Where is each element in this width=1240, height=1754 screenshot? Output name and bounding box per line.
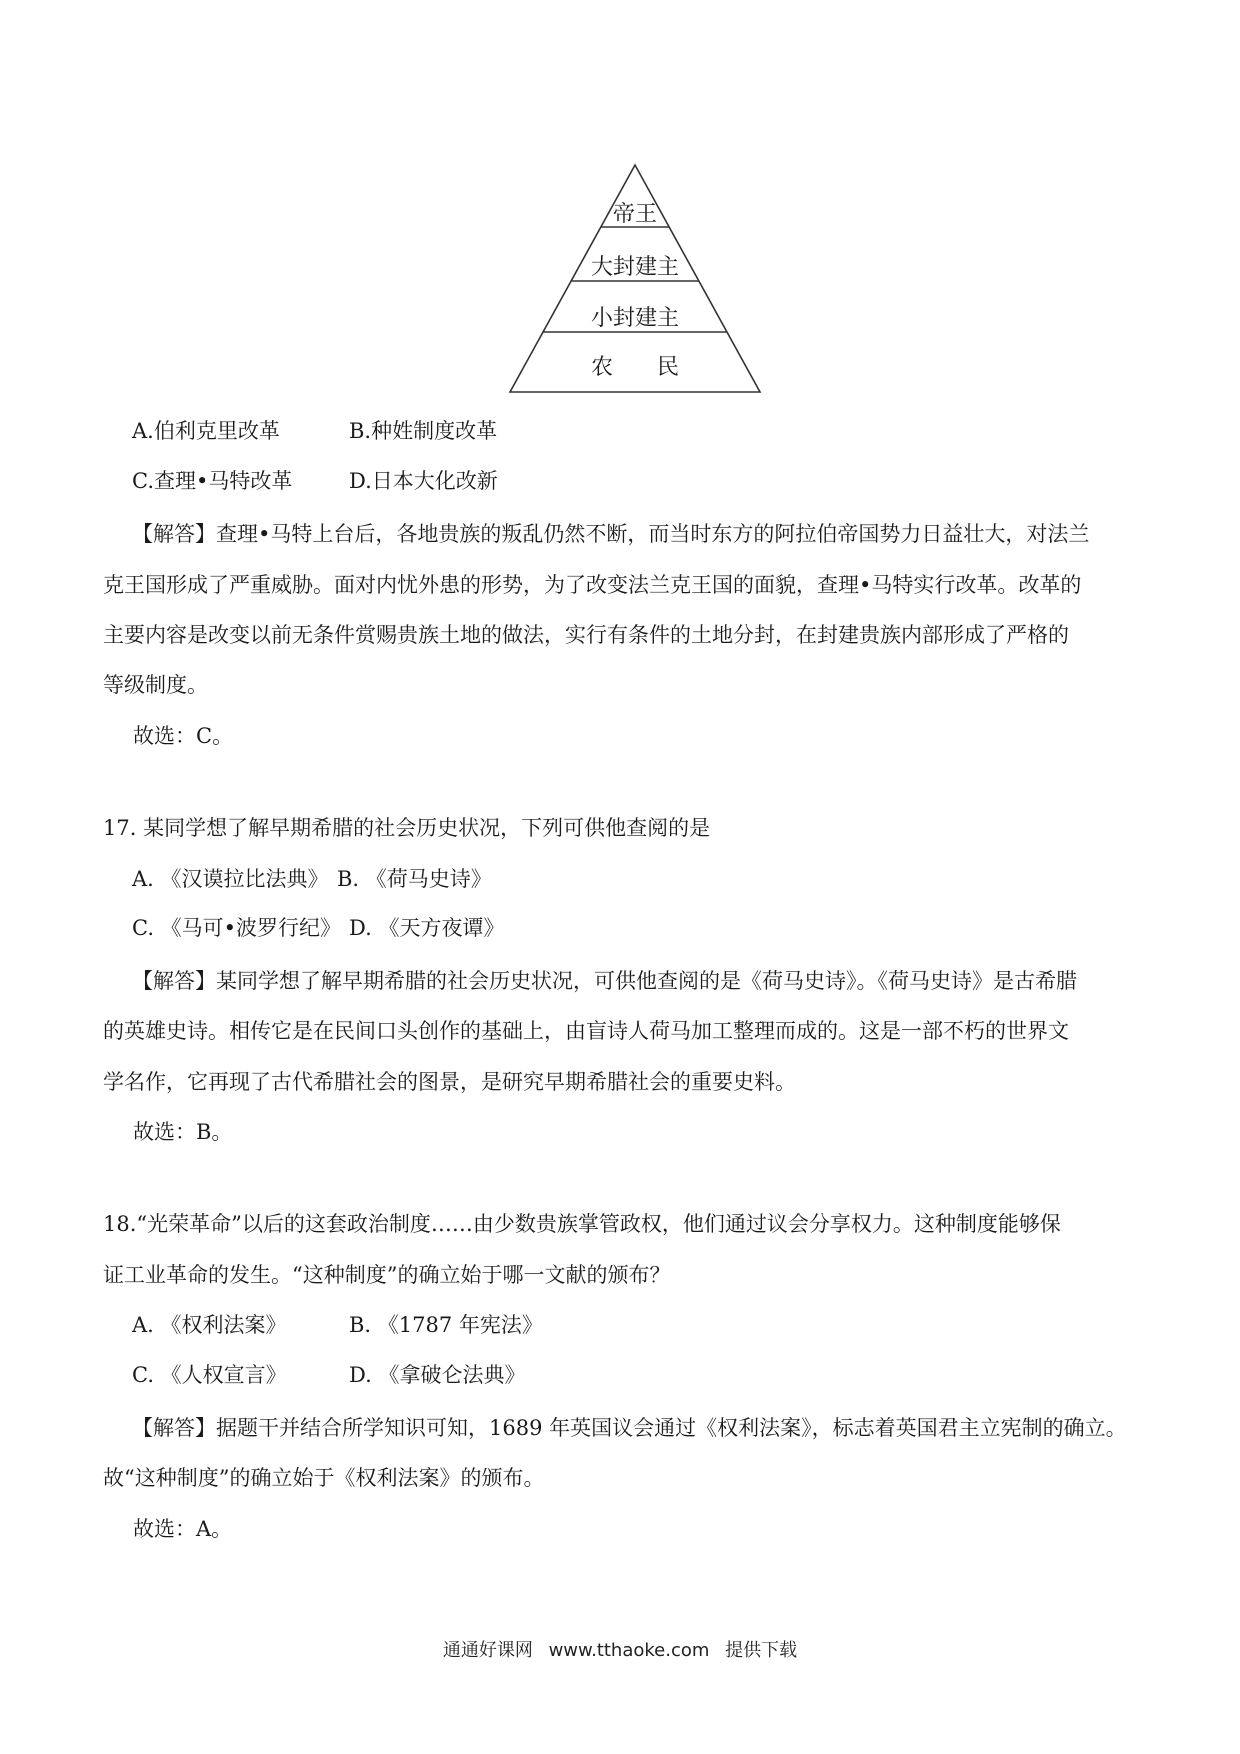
footer-site-name: 通通好课网: [442, 1640, 533, 1661]
q16-option-b: B.种姓制度改革: [349, 419, 498, 443]
q18-option-b: B. 《1787 年宪法》: [349, 1313, 543, 1337]
pyramid-level-emperor: 帝王: [612, 202, 658, 227]
q18-answer-line: 故“这种制度”的确立始于《权利法案》的颁布。: [103, 1466, 545, 1490]
q18-stem-line: 证工业革命的发生。“这种制度”的确立始于哪一文献的颁布？: [103, 1263, 671, 1287]
q16-answer-line: 克王国形成了严重威胁。面对内忧外患的形势，为了改变法兰克王国的面貌，查理•马特实行改革。改革的: [103, 573, 1082, 597]
q16-option-c: C.查理•马特改革: [132, 469, 293, 493]
pyramid-level-minor-lords: 小封建主: [590, 306, 680, 331]
q17-option-a: A. 《汉谟拉比法典》: [132, 867, 329, 891]
q16-answer-line: 等级制度。: [103, 673, 208, 697]
q16-answer-line: 主要内容是改变以前无条件赏赐贵族土地的做法，实行有条件的土地分封，在封建贵族内部形成了严格的: [103, 623, 1069, 647]
pyramid-level-peasants: 农 民: [590, 355, 680, 380]
q17-option-b: B. 《荷马史诗》: [337, 867, 492, 891]
pyramid-level-great-lords: 大封建主: [590, 255, 680, 280]
q18-option-d: D. 《拿破仑法典》: [349, 1363, 526, 1387]
q16-choice: 故选：C。: [133, 724, 234, 748]
q18-option-a: A. 《权利法案》: [132, 1313, 287, 1337]
q18-option-c: C. 《人权宣言》: [132, 1363, 287, 1387]
footer-url-link[interactable]: www.tthaoke.com: [548, 1640, 710, 1661]
q17-choice: 故选：B。: [133, 1120, 233, 1144]
q18-stem-line: 18.“光荣革命”以后的这套政治制度……由少数贵族掌管政权，他们通过议会分享权力。这种制度能够保: [103, 1212, 1061, 1236]
q18-answer-line: 【解答】据题干并结合所学知识可知，1689 年英国议会通过《权利法案》，标志着英国君主立宪制的确立。: [132, 1416, 1127, 1440]
q17-answer-line: 【解答】某同学想了解早期希腊的社会历史状况，可供他查阅的是《荷马史诗》。《荷马史诗》是古希腊: [132, 969, 1077, 993]
q17-stem: 17. 某同学想了解早期希腊的社会历史状况，下列可供他查阅的是: [103, 816, 711, 840]
q17-answer-line: 的英雄史诗。相传它是在民间口头创作的基础上，由盲诗人荷马加工整理而成的。这是一部不朽的世界文: [103, 1019, 1069, 1043]
footer-note: 提供下载: [725, 1640, 798, 1661]
q18-choice: 故选：A。: [133, 1517, 233, 1541]
q16-option-d: D.日本大化改新: [349, 469, 498, 493]
q16-answer-line: 【解答】查理•马特上台后，各地贵族的叛乱仍然不断，而当时东方的阿拉伯帝国势力日益壮大，对法兰: [132, 522, 1090, 546]
q17-option-c: C. 《马可•波罗行纪》: [132, 916, 342, 940]
feudal-pyramid-diagram: [505, 160, 765, 400]
q16-option-a: A.伯利克里改革: [132, 419, 280, 443]
q17-answer-line: 学名作，它再现了古代希腊社会的图景，是研究早期希腊社会的重要史料。: [103, 1070, 796, 1094]
q17-option-d: D. 《天方夜谭》: [349, 916, 505, 940]
page-footer: [0, 1636, 1240, 1662]
